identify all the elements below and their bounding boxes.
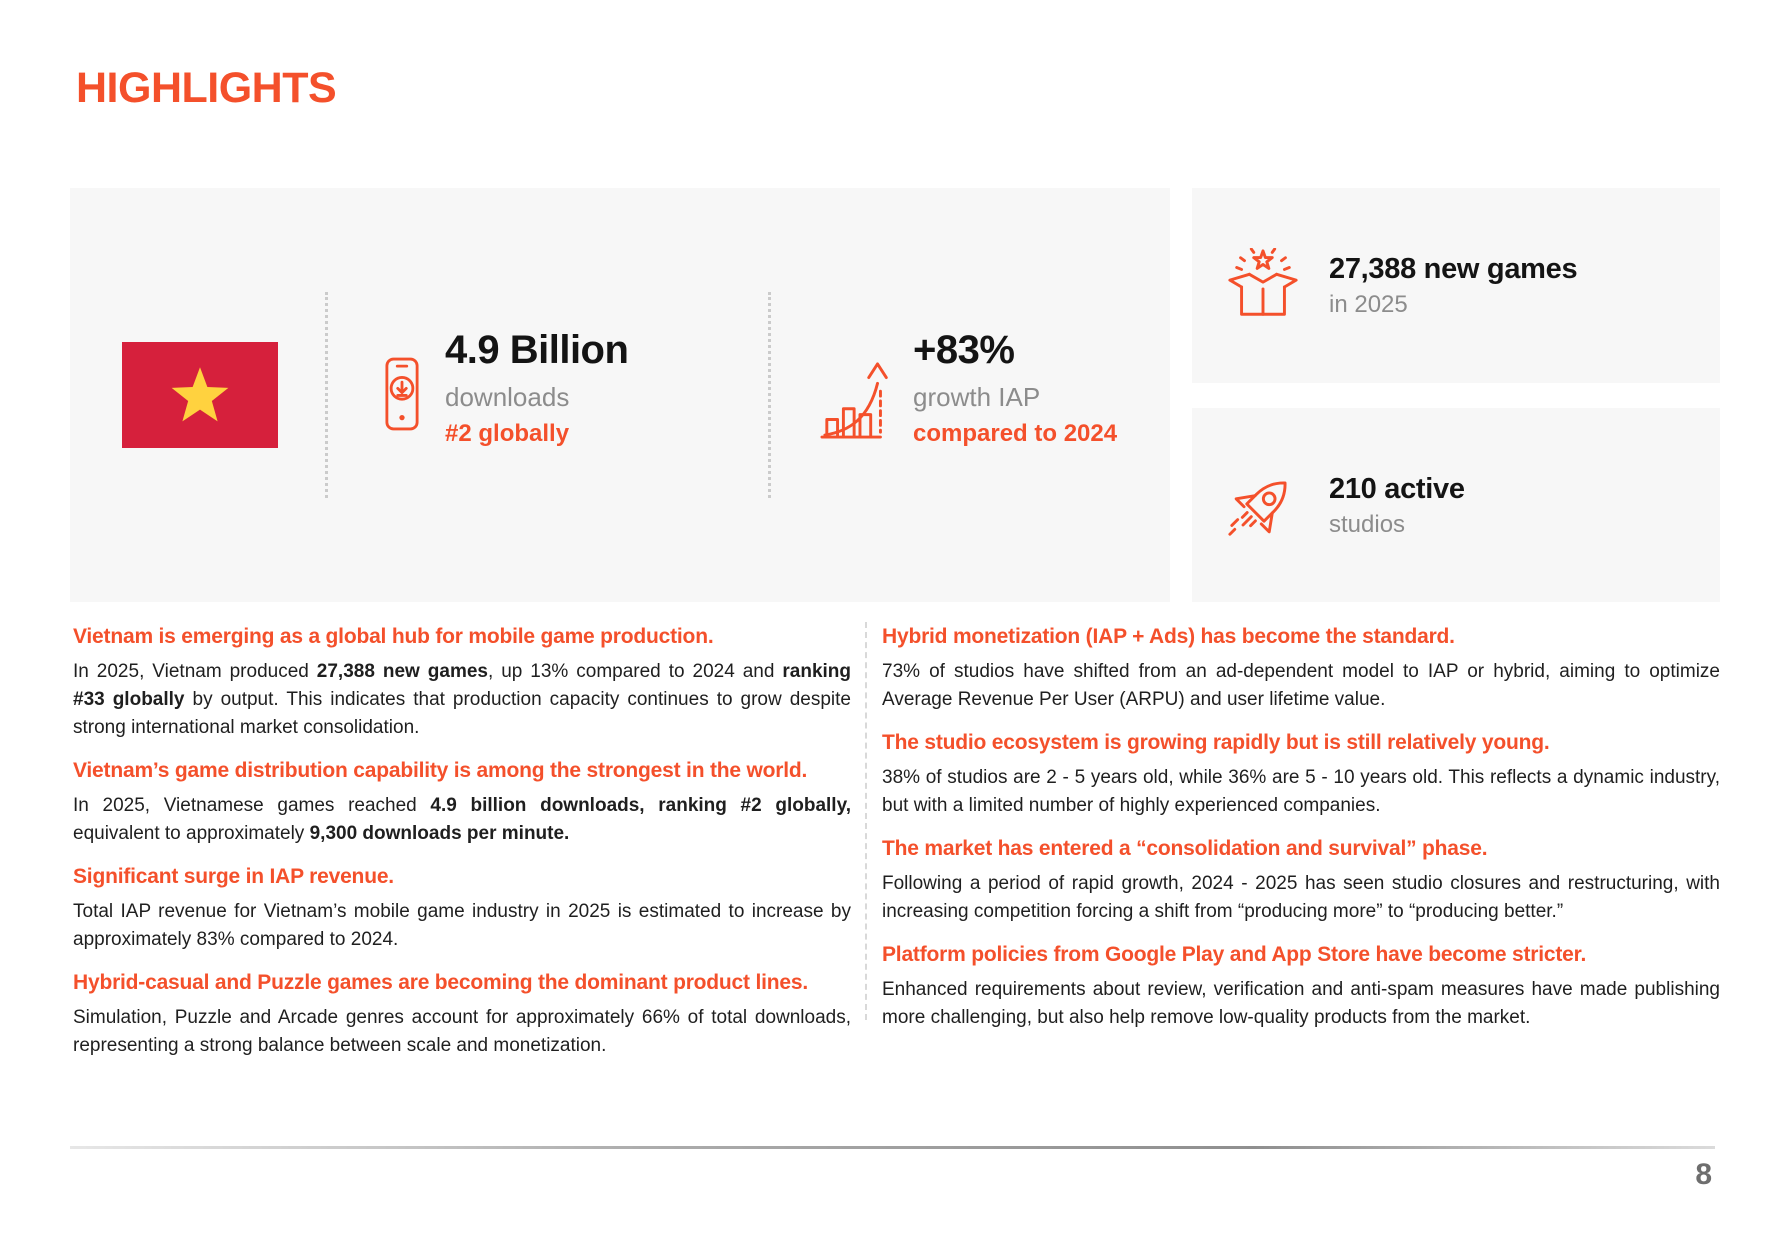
card-new-games-text <box>1329 252 1577 319</box>
section-body: Following a period of rapid growth, 2024 - 2025 has seen studio closures and restructuring, with increasing competition forcing a shift from “producing more” to “producing better.” <box>882 873 1720 922</box>
vietnam-flag <box>122 342 278 448</box>
section-body: Total IAP revenue for Vietnam’s mobile game industry in 2025 is estimated to increase by approximately 83% compared to 2024. <box>73 901 851 950</box>
page-number: 8 <box>1695 1158 1712 1191</box>
stat-downloads-rank: #2 globally <box>445 420 570 447</box>
stat-iap-value: +83% <box>913 328 1015 372</box>
section-body: 73% of studios have shifted from an ad-dependent model to IAP or hybrid, aiming to optimize Average Revenue Per User (ARPU) and user lifetime value. <box>882 661 1720 710</box>
section-heading: Hybrid-casual and Puzzle games are becoming the dominant product lines. <box>73 971 808 994</box>
card-active-studios-text <box>1329 472 1465 539</box>
card-new-games <box>1192 188 1720 383</box>
stat-iap-label: growth IAP <box>913 382 1041 412</box>
footer-divider <box>70 1146 1715 1149</box>
section-production <box>73 622 851 742</box>
section-heading: Vietnam is emerging as a global hub for mobile game production. <box>73 625 714 648</box>
phone-download-icon <box>385 356 419 432</box>
rocket-icon <box>1225 467 1301 543</box>
section-heading: Significant surge in IAP revenue. <box>73 865 394 888</box>
dotted-divider <box>768 292 771 498</box>
section-body: In 2025, Vietnam produced 27,388 new games, up 13% compared to 2024 and ranking #33 globally by output. This indicates that production capacity continues to grow despite strong international market consolidation. <box>73 661 852 738</box>
gift-box-icon <box>1225 248 1301 324</box>
stat-iap-compare: compared to 2024 <box>913 420 1118 447</box>
dotted-divider <box>325 292 328 498</box>
section-consolidation <box>882 834 1720 926</box>
highlights-left-column <box>73 622 851 1060</box>
stat-downloads-label: downloads <box>445 382 570 412</box>
hero-stats-panel <box>70 188 1170 602</box>
card-new-games-value: 27,388 new games <box>1329 253 1578 285</box>
stat-downloads <box>445 328 628 448</box>
section-heading: The market has entered a “consolidation and survival” phase. <box>882 837 1488 860</box>
section-heading: The studio ecosystem is growing rapidly but is still relatively young. <box>882 731 1550 754</box>
section-heading: Vietnam’s game distribution capability is among the strongest in the world. <box>73 759 808 782</box>
stat-downloads-value: 4.9 Billion <box>445 328 629 372</box>
stat-iap-growth <box>913 328 1117 448</box>
section-platform-policies <box>882 940 1720 1032</box>
section-body: Enhanced requirements about review, verification and anti-spam measures have made publishing more challenging, but also help remove low-quality products from the market. <box>882 979 1720 1028</box>
column-divider <box>865 622 867 1020</box>
growth-chart-icon <box>820 358 898 440</box>
section-heading: Hybrid monetization (IAP + Ads) has become the standard. <box>882 625 1455 648</box>
flag-star-icon <box>168 365 232 426</box>
page-title: HIGHLIGHTS <box>76 64 337 112</box>
highlights-right-column <box>882 622 1720 1032</box>
card-active-studios-value: 210 active <box>1329 472 1465 505</box>
section-distribution <box>73 756 851 848</box>
section-iap-revenue <box>73 862 851 954</box>
card-active-studios <box>1192 408 1720 602</box>
section-studio-ecosystem <box>882 728 1720 820</box>
section-body: In 2025, Vietnamese games reached 4.9 billion downloads, ranking #2 globally, equivalent to approximately 9,300 downloads per minute. <box>73 795 851 844</box>
card-new-games-label: in 2025 <box>1329 291 1408 318</box>
section-hybrid-monetization <box>882 622 1720 714</box>
section-body: 38% of studios are 2 - 5 years old, while 36% are 5 - 10 years old. This reflects a dynamic industry, but with a limited number of highly experienced companies. <box>882 767 1720 816</box>
section-body: Simulation, Puzzle and Arcade genres account for approximately 66% of total downloads, representing a strong balance between scale and monetization. <box>73 1007 851 1056</box>
card-active-studios-label: studios <box>1329 510 1406 538</box>
section-heading: Platform policies from Google Play and App Store have become stricter. <box>882 943 1587 966</box>
section-product-lines <box>73 968 851 1060</box>
